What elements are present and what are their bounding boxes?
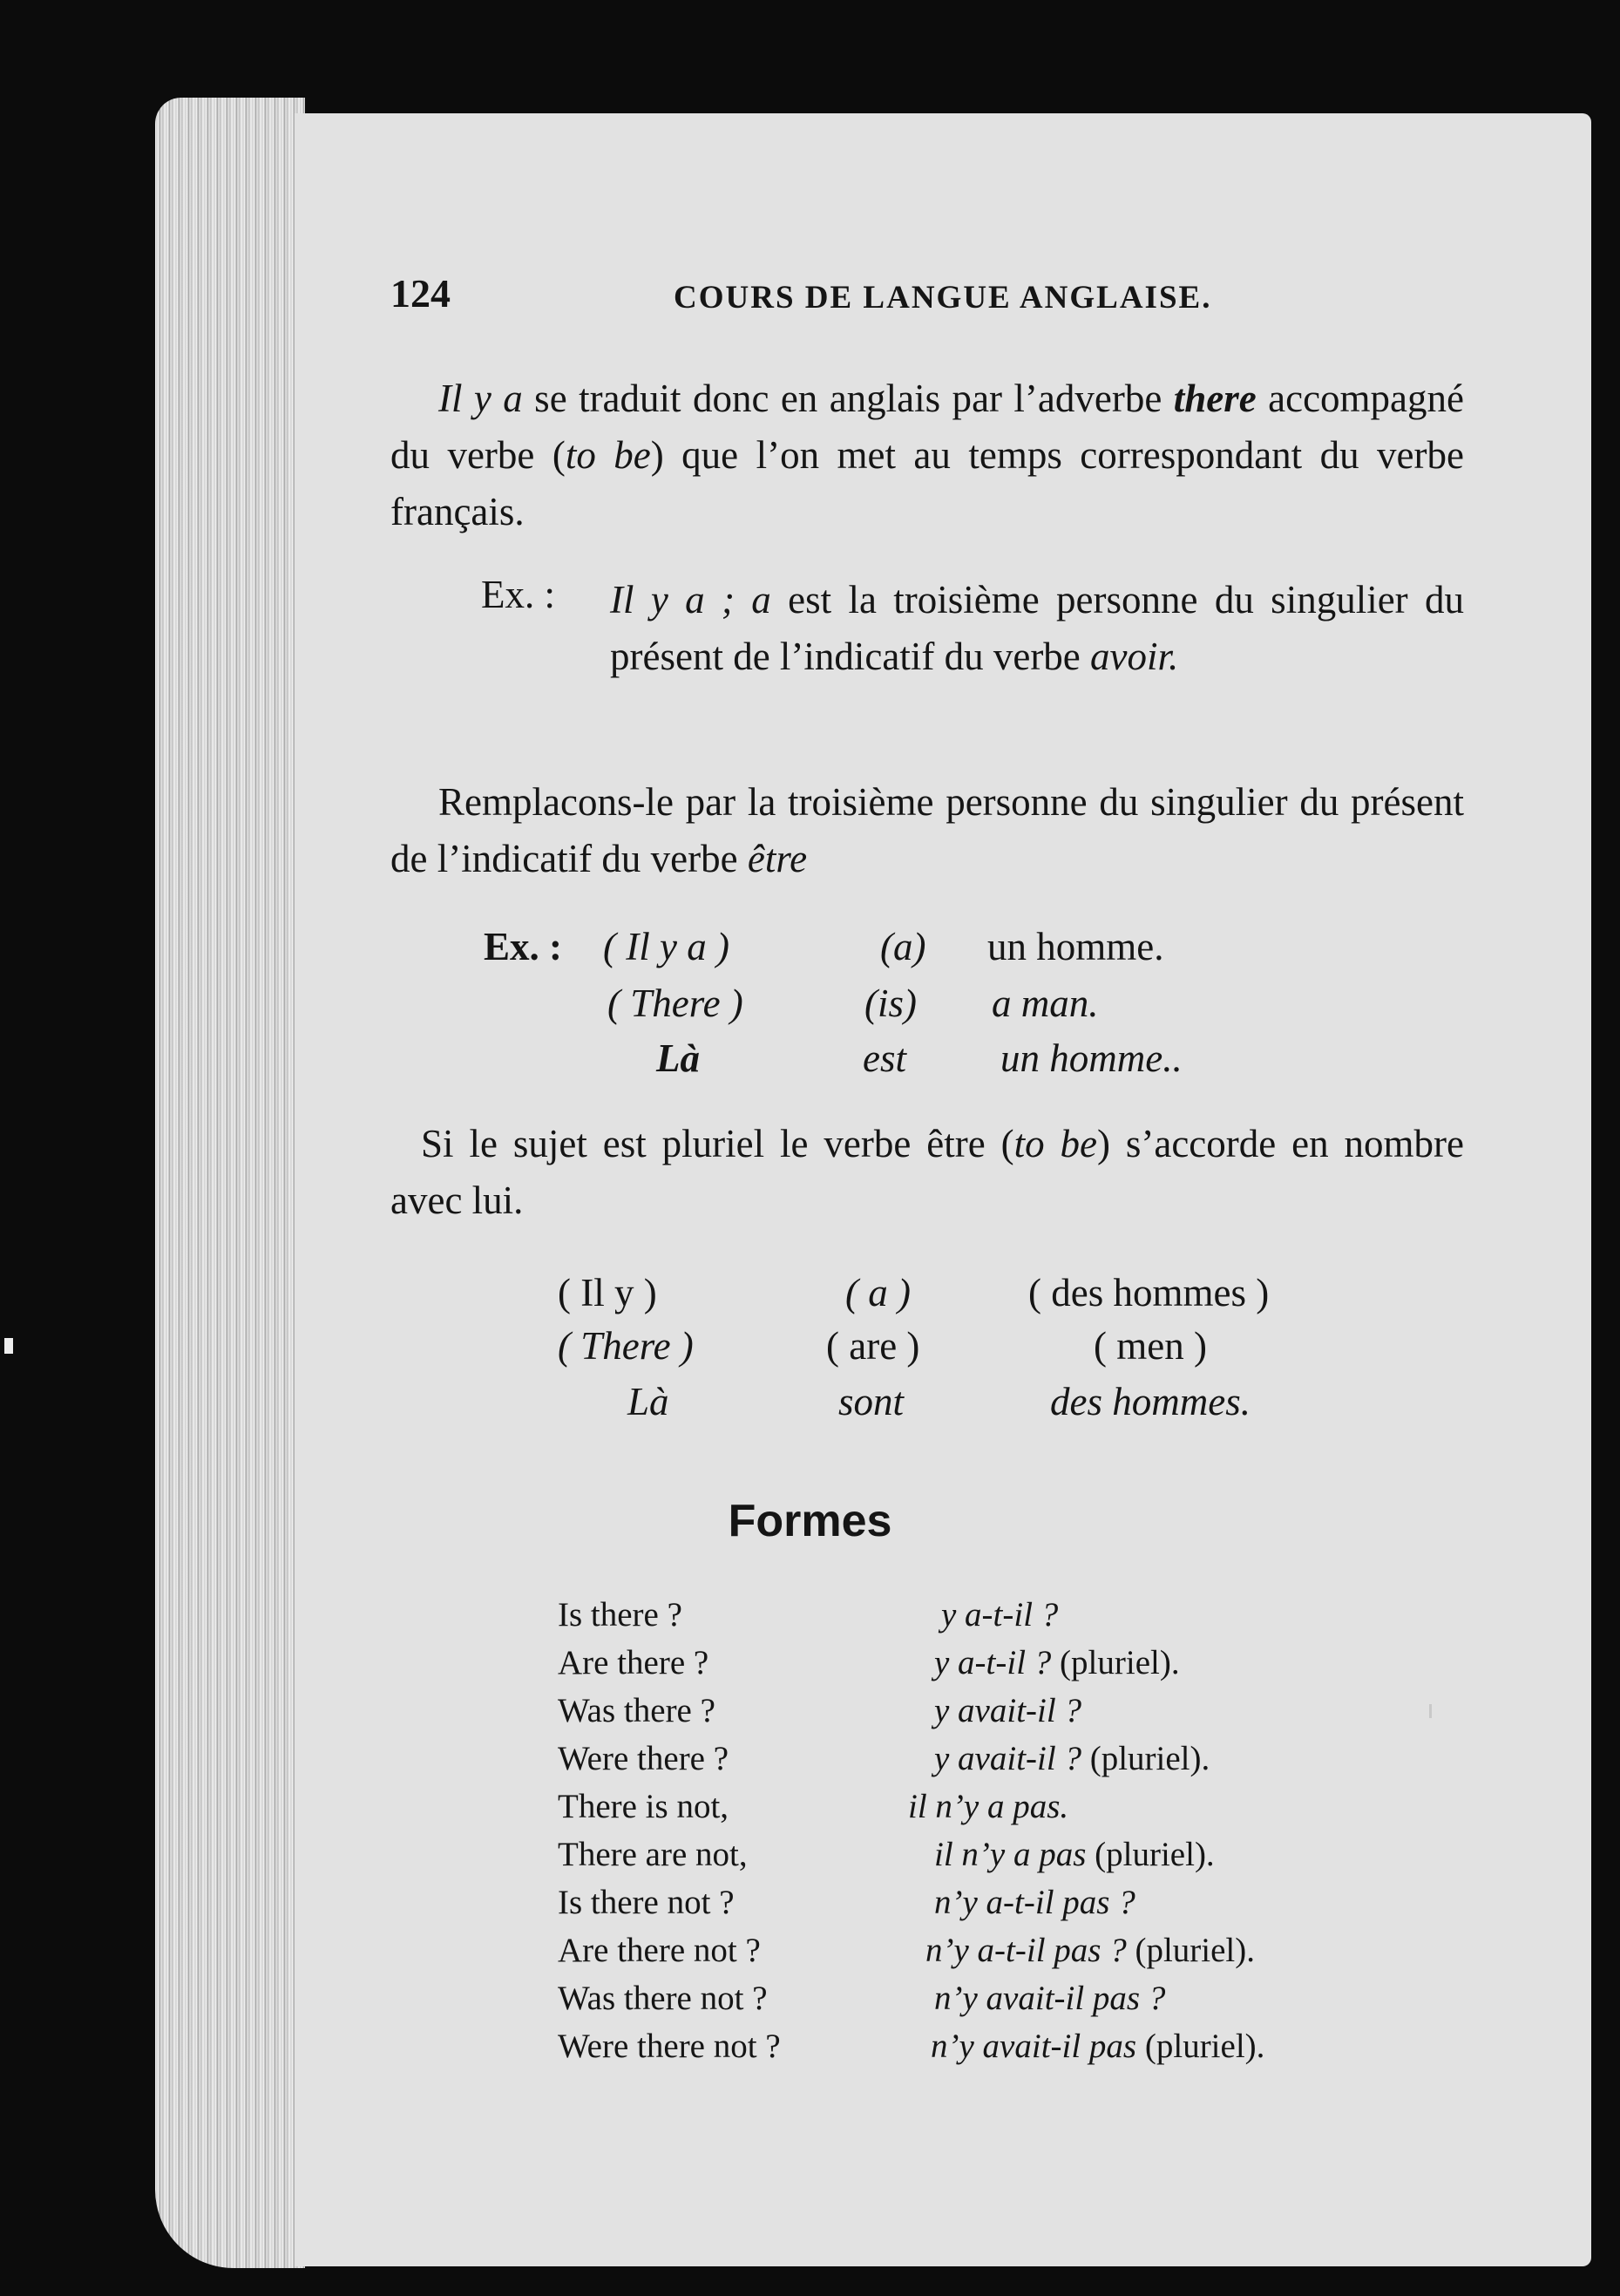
forms-row (558, 1643, 1429, 1691)
form-note: (pluriel). (1089, 1740, 1210, 1777)
form-french-text: n’y a-t-il pas ? (934, 1884, 1135, 1921)
example-2-row-1-col-1: ( Il y a ) (603, 925, 729, 968)
form-english: Were there ? (558, 1740, 729, 1777)
form-french-text: y a-t-il ? (934, 1644, 1052, 1681)
paragraph-3-text-1: Si le sujet est pluriel le verbe être ( (421, 1122, 1014, 1165)
form-note: (pluriel). (1144, 2028, 1265, 2065)
example-2-label: Ex. : (484, 925, 562, 968)
paragraph-3-text-2: ) s’accorde en nombre avec lui. (390, 1122, 1464, 1222)
form-french (934, 1643, 1180, 1682)
form-french-text: y a-t-il ? (941, 1596, 1059, 1634)
paragraph-1-text-2: accompagné du verbe ( (390, 377, 1465, 477)
forms-row (558, 1739, 1429, 1787)
form-english: Was there ? (558, 1692, 715, 1729)
form-french-text: il n’y a pas. (908, 1788, 1069, 1825)
form-french (934, 1691, 1081, 1730)
form-french (908, 1787, 1068, 1826)
example-2-row-2-col-3: a man. (992, 982, 1099, 1025)
paragraph-2-text: Remplacons-le par la troisième personne du singulier du présent de l’indicatif du verbe (390, 780, 1464, 880)
form-english: Are there not ? (558, 1932, 761, 1969)
forms-row (558, 1979, 1429, 2027)
example-2-row-2-col-2: (is) (864, 982, 917, 1025)
forms-row (558, 1835, 1429, 1883)
form-english: Is there ? (558, 1596, 682, 1634)
form-french-text: y avait-il ? (934, 1692, 1081, 1729)
example-1-body: est la troisième personne du singulier du présent de l’indicatif du verbe (610, 578, 1464, 678)
example-2-row-3-col-2: est (863, 1036, 906, 1080)
page-header (390, 270, 1305, 323)
forms-row (558, 2027, 1429, 2075)
forms-row (558, 1691, 1429, 1739)
example-3-row-3-col-1: Là (627, 1380, 669, 1423)
example-2-row-1-col-2: (a) (880, 925, 926, 968)
example-1-text (610, 572, 1464, 685)
form-english: Were there not ? (558, 2028, 781, 2065)
example-3-row-1-col-1: ( Il y ) (558, 1271, 657, 1314)
form-english: There are not, (558, 1836, 748, 1873)
form-french (934, 1739, 1210, 1778)
section-heading: Formes (728, 1496, 892, 1546)
paragraph-1 (390, 370, 1464, 540)
form-french-text: n’y a-t-il pas ? (925, 1932, 1127, 1969)
italic-etre: être (747, 837, 808, 880)
forms-row (558, 1931, 1429, 1979)
paragraph-3 (390, 1116, 1464, 1229)
form-note: (pluriel). (1135, 1932, 1255, 1969)
form-english: There is not, (558, 1788, 729, 1825)
form-french (931, 2027, 1264, 2066)
form-english: Is there not ? (558, 1884, 735, 1921)
example-2-row-3-col-1: Là (656, 1036, 700, 1080)
example-3-row-3-col-2: sont (838, 1380, 905, 1423)
italic-il-y-a: Il y a (438, 377, 523, 420)
italic-avoir: avoir. (1090, 635, 1179, 678)
form-note: (pluriel). (1060, 1644, 1180, 1681)
example-3-row-1-col-3: ( des hommes ) (1028, 1271, 1270, 1314)
form-french-text: y avait-il ? (934, 1740, 1081, 1777)
example-2-row-2-col-1: ( There ) (607, 982, 743, 1025)
example-3-row-1-col-2: ( a ) (845, 1271, 911, 1314)
book-page-edges (155, 98, 305, 2268)
form-french (934, 1883, 1135, 1922)
dust-speck (1429, 1704, 1432, 1718)
italic-to-be: to be (565, 433, 651, 477)
example-3-row-2-col-1: ( There ) (558, 1324, 694, 1368)
page-number: 124 (390, 271, 451, 316)
example-1-label: Ex. : (481, 573, 555, 616)
italic-there: there (1173, 377, 1257, 420)
example-3-row-3-col-3: des hommes. (1050, 1380, 1251, 1423)
form-note: (pluriel). (1095, 1836, 1215, 1873)
form-french-text: n’y avait-il pas (931, 2028, 1137, 2065)
example-1-italic-lead: Il y a ; a (610, 578, 771, 622)
dust-speck (4, 1338, 13, 1354)
form-french-text: il n’y a pas (934, 1836, 1087, 1873)
example-2-row-1-col-3: un homme. (987, 925, 1164, 968)
example-3-row-2-col-3: ( men ) (1094, 1324, 1207, 1368)
form-french (925, 1931, 1255, 1970)
paragraph-2 (390, 774, 1464, 887)
paragraph-1-text-3: ) que l’on met au temps correspondant du verbe français. (390, 433, 1464, 533)
form-english: Are there ? (558, 1644, 709, 1681)
form-french (941, 1595, 1058, 1634)
form-english: Was there not ? (558, 1980, 768, 2017)
running-title: COURS DE LANGUE ANGLAISE. (674, 280, 1212, 316)
form-french (934, 1835, 1215, 1874)
forms-row (558, 1787, 1429, 1835)
form-french (934, 1979, 1165, 2018)
italic-to-be-2: to be (1013, 1122, 1097, 1165)
example-2-row-3-col-3: un homme.. (1000, 1036, 1183, 1080)
forms-row (558, 1595, 1429, 1643)
forms-row (558, 1883, 1429, 1931)
paragraph-1-text-1: se traduit donc en anglais par l’adverbe (522, 377, 1174, 420)
example-3-row-2-col-2: ( are ) (826, 1324, 920, 1368)
form-french-text: n’y avait-il pas ? (934, 1980, 1166, 2017)
